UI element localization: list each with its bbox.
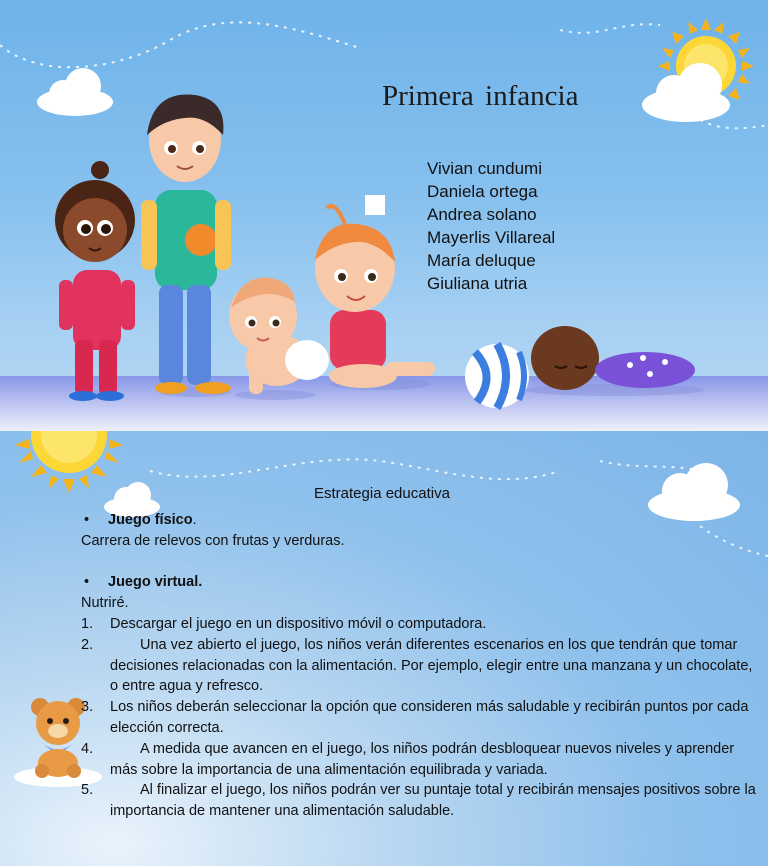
ball-icon	[465, 344, 529, 408]
step-item	[81, 739, 756, 781]
step-number: 5.	[81, 782, 94, 799]
author-name: Andrea solano	[427, 205, 537, 224]
step-text: Una vez abierto el juego, los niños verán diferentes escenarios en los que tendrán que tomar decisiones relacionadas con la alimentación. Por ejemplo, elegir entre una manzana y un chocolate, o entre agua y refresco.	[110, 636, 753, 695]
girl-figure	[55, 161, 135, 401]
strategy-content	[81, 510, 756, 822]
toddler-figure	[315, 206, 435, 390]
author-name: Giuliana utria	[427, 274, 528, 293]
item-text: Carrera de relevos con frutas y verduras.	[81, 532, 345, 549]
step-text: Al finalizar el juego, los niños podrán ver su puntaje total y recibirán mensajes positivos sobre la importancia de mantener una alimentación saludable.	[110, 782, 756, 820]
item-heading: Juego virtual.	[108, 574, 203, 591]
list-item	[81, 510, 756, 531]
author-name: Daniela ortega	[427, 182, 538, 201]
step-number: 2.	[81, 636, 94, 653]
placeholder-square	[365, 195, 385, 215]
step-text: A medida que avancen en el juego, los niños podrán desbloquear nuevos niveles y aprender más sobre la importancia de una alimentación equilibrada y variada.	[110, 740, 735, 778]
slide-strategy	[0, 431, 768, 866]
step-number: 4.	[81, 740, 94, 757]
author-name: María deluque	[427, 251, 536, 270]
step-item	[81, 614, 756, 635]
item-subtitle: Nutriré.	[81, 595, 129, 612]
step-number: 3.	[81, 699, 94, 716]
step-item	[81, 697, 756, 739]
author-name: Mayerlis Villareal	[427, 228, 556, 247]
children-illustration	[45, 90, 715, 410]
bullet-icon: •	[84, 574, 90, 591]
author-list	[427, 157, 555, 295]
bullet-icon: •	[84, 512, 90, 528]
list-item	[81, 572, 756, 593]
sleeping-baby-figure	[525, 326, 705, 396]
boy-figure	[141, 95, 231, 398]
step-text: Los niños deberán seleccionar la opción que consideren más saludable y recibirán puntos por cada elección correcta.	[110, 699, 749, 736]
slide-cover	[0, 0, 768, 431]
step-text: Descargar el juego en un dispositivo móvil o computadora.	[110, 615, 487, 632]
page-title: Primera infancia	[382, 80, 579, 112]
step-item	[81, 780, 756, 822]
step-number: 1.	[81, 615, 94, 632]
author-name: Vivian cundumi	[427, 159, 542, 178]
item-heading-period: .	[192, 512, 197, 528]
section-title: Estrategia educativa	[314, 485, 450, 502]
spacer	[81, 552, 756, 573]
step-item	[81, 635, 756, 697]
item-heading: Juego físico	[108, 512, 193, 528]
baby-figure	[229, 278, 329, 400]
